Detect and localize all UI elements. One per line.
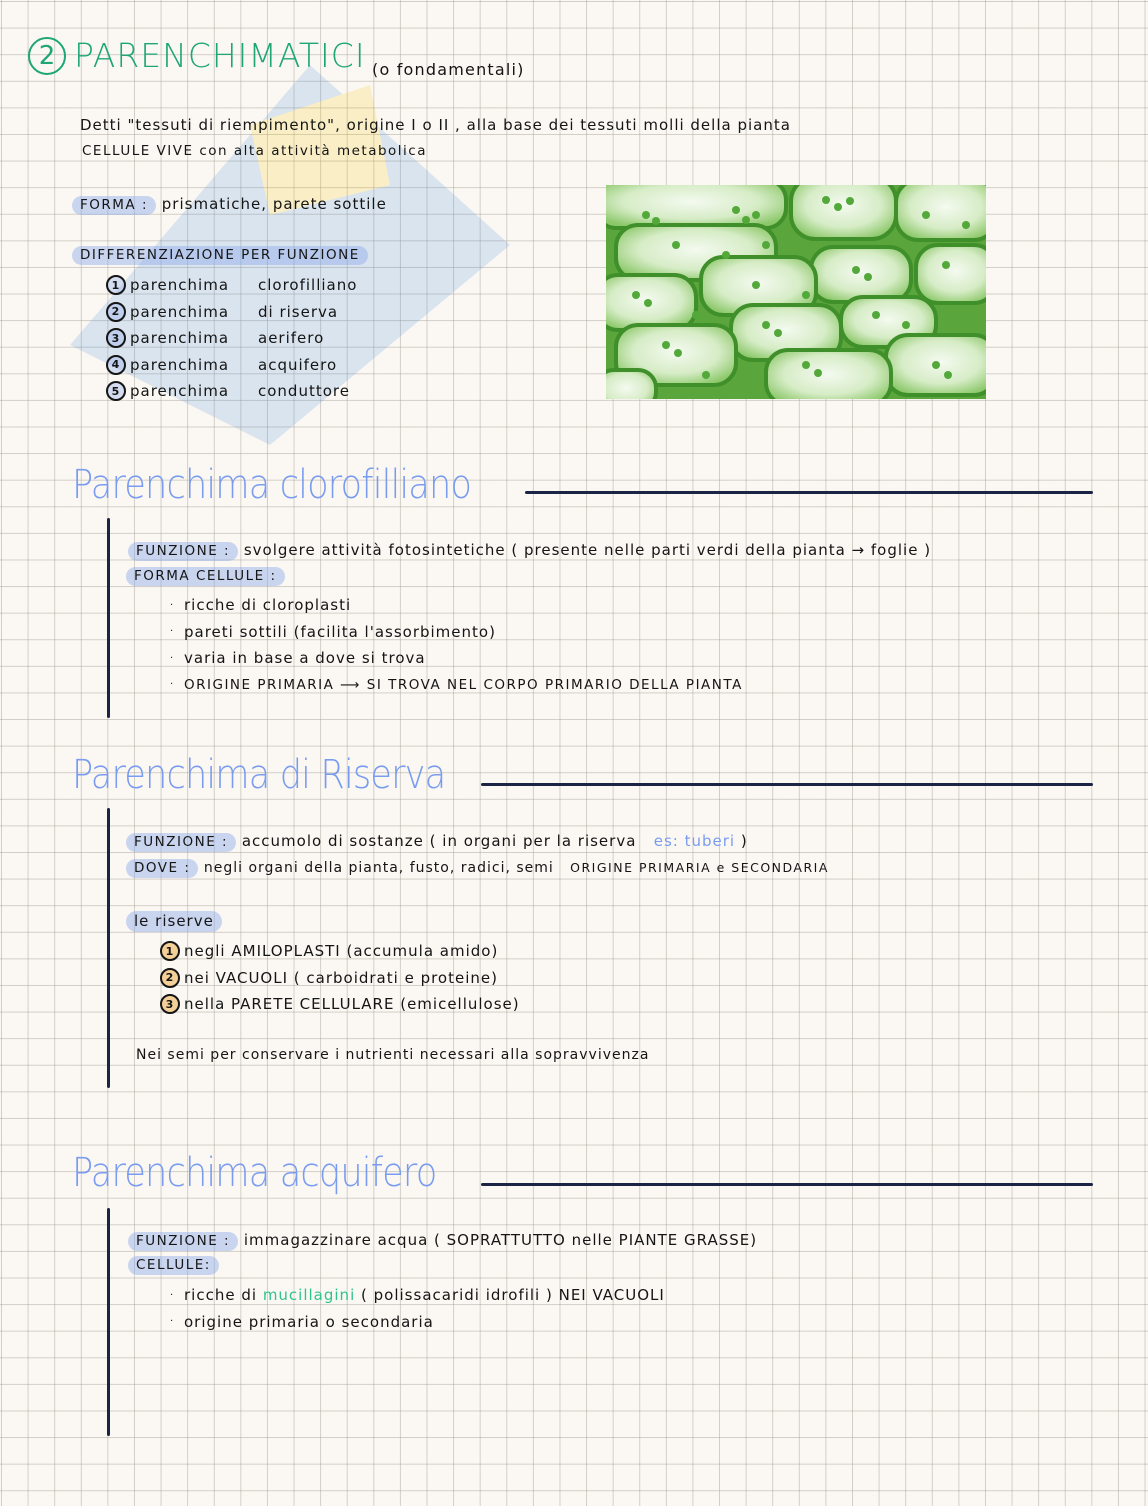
page-subtitle: (o fondamentali) [372,60,525,79]
cells-illustration-icon [606,185,986,399]
riserve-label: le riserve [126,911,222,932]
forma-label: FORMA : [72,196,156,215]
section-heading-clorofilliano: Parenchima clorofilliano [72,462,472,508]
funzione-label: FUNZIONE : [128,1232,238,1251]
forma-cellule-label: FORMA CELLULE : [126,567,285,586]
riserve-list [160,938,520,1018]
list-item: 4 parenchima acquifero [106,352,357,379]
funzione-text: accumolo di sostanze ( in organi per la riserva [241,832,637,850]
section-heading-riserva: Parenchima di Riserva [72,752,446,798]
number-badge-icon: 1 [160,941,180,961]
funzione-text: immagazzinare acqua ( SOPRATTUTTO nelle PIANTE GRASSE) [243,1231,758,1249]
number-badge-icon: 5 [106,381,126,401]
section-heading-acquifero: Parenchima acquifero [72,1150,437,1196]
forma-text: prismatiche, parete sottile [161,195,387,213]
list-item: · pareti sottili (facilita l'assorbimento) [170,622,496,641]
clorofilliano-forma-row [126,568,285,584]
clorofilliano-bullets [170,592,743,698]
number-badge-icon: 2 [106,302,126,322]
clorofilliano-funzione-row [128,541,931,559]
section-divider [525,491,1093,494]
list-item: · ricche di mucillagini ( polissacaridi idrofili ) NEI VACUOLI [170,1286,665,1305]
dove-origin: ORIGINE PRIMARIA e SECONDARIA [570,860,829,875]
list-item: 3 parenchima aerifero [106,325,357,352]
number-badge-icon: 2 [160,968,180,988]
funzione-label: FUNZIONE : [126,833,236,852]
page-title: PARENCHIMATICI [74,36,366,75]
section-divider [481,783,1093,786]
acquifero-funzione-row [128,1231,757,1249]
intro-line-1: Detti "tessuti di riempimento", origine I o II , alla base dei tessuti molli della pianta [80,116,791,134]
list-item: 2 parenchima di riserva [106,299,357,326]
list-item: · ricche di cloroplasti [170,596,352,615]
section-divider [481,1183,1093,1186]
margin-bar [107,808,110,1088]
differenziazione-list [106,272,357,405]
section-number-badge: 2 [28,37,66,75]
forma-row [72,195,387,213]
main-title [28,36,366,75]
number-badge-icon: 4 [106,355,126,375]
number-badge-icon: 3 [106,328,126,348]
dove-text: negli organi della pianta, fusto, radici, semi [203,860,554,876]
funzione-example: es: tuberi [653,832,736,850]
list-item: 2 nei VACUOLI ( carboidrati e proteine) [160,965,520,992]
differenziazione-heading [72,247,368,263]
riserve-heading [126,912,222,930]
intro-line-2: CELLULE VIVE con alta attività metabolica [82,143,427,159]
funzione-label: FUNZIONE : [128,542,238,561]
list-item: 5 parenchima conduttore [106,378,357,405]
list-item: 1 negli AMILOPLASTI (accumula amido) [160,938,520,965]
list-item: 3 nella PARETE CELLULARE (emicellulose) [160,991,520,1018]
funzione-text: svolgere attività fotosintetiche ( presente nelle parti verdi della pianta → foglie ) [243,541,932,559]
list-item: · varia in base a dove si trova [170,649,426,668]
number-badge-icon: 3 [160,994,180,1014]
chloroplast-micrograph-image [606,185,986,399]
cellule-label: CELLULE: [128,1256,219,1275]
dove-label: DOVE : [126,859,198,878]
riserva-dove-row [126,860,829,876]
acquifero-bullets [170,1282,665,1335]
mucillagini-term: mucillagini [262,1286,356,1305]
list-item: 1 parenchima clorofilliano [106,272,357,299]
riserva-funzione-row: FUNZIONE : accumolo di sostanze ( in organi per la riserva es: tuberi ) [126,832,748,850]
acquifero-cellule-row [128,1257,219,1273]
margin-bar [107,1208,110,1436]
riserva-note: Nei semi per conservare i nutrienti necessari alla sopravvivenza [136,1047,650,1063]
differenziazione-label: DIFFERENZIAZIONE PER FUNZIONE [72,246,368,265]
number-badge-icon: 1 [106,275,126,295]
list-item: · ORIGINE PRIMARIA ⟶ SI TROVA NEL CORPO PRIMARIO DELLA PIANTA [170,676,743,693]
list-item: · origine primaria o secondaria [170,1312,434,1331]
margin-bar [107,518,110,718]
